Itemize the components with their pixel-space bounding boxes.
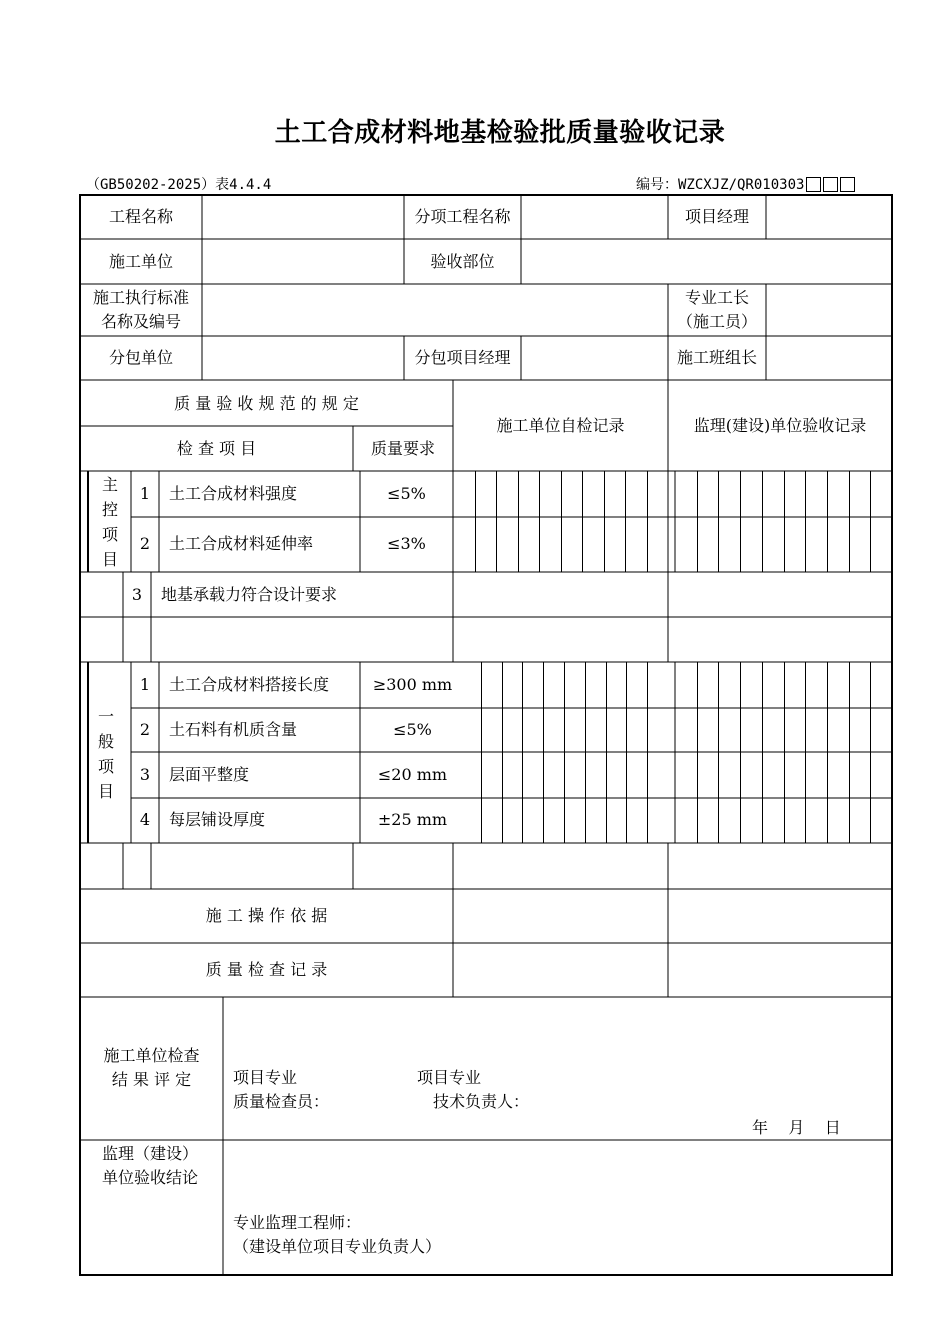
operation-basis-supervision-field[interactable]: [670, 891, 890, 941]
supervision-conclusion-field[interactable]: [225, 1142, 890, 1202]
self-check-field[interactable]: [455, 574, 666, 615]
item-name: 土工合成材料搭接长度: [169, 675, 330, 694]
quality-record-label: 质 量 检 查 记 录: [205, 960, 328, 979]
item-number: 1: [139, 675, 151, 694]
item-name: 地基承载力符合设计要求: [161, 585, 338, 604]
item-requirement: ≤5%: [393, 720, 432, 739]
acceptance-part-label: 验收部位: [430, 252, 495, 271]
general-char: 一: [97, 707, 114, 726]
supervision-header: 监理(建设)单位验收记录: [693, 416, 867, 435]
standard-label-line2: 名称及编号: [100, 312, 181, 331]
operation-basis-self-field[interactable]: [455, 891, 666, 941]
supervision-conclusion-line1: 监理（建设）: [102, 1144, 199, 1163]
subcontract-manager-field[interactable]: [523, 338, 666, 378]
standard-field[interactable]: [204, 286, 666, 334]
code-value: WZCXJZ/QR010303: [678, 177, 805, 193]
general-label: [92, 704, 120, 804]
tech-lead-line2: 技术负责人：: [433, 1092, 530, 1111]
item-number: 4: [139, 810, 151, 829]
general-char: 目: [97, 782, 114, 801]
standard-label-line1: 施工执行标准: [92, 288, 189, 307]
item-number: 3: [139, 765, 151, 784]
item-requirement: ±25 mm: [377, 810, 448, 829]
foreman-label-line2: （施工员）: [676, 312, 757, 331]
page-title: 土工合成材料地基检验批质量验收记录: [274, 118, 726, 148]
supervision-conclusion-label: [102, 1142, 223, 1190]
quality-record-supervision-field[interactable]: [670, 945, 890, 995]
construction-unit-field[interactable]: [204, 241, 402, 282]
main-control-char: 控: [101, 500, 118, 519]
construction-unit-label: 施工单位: [108, 252, 173, 271]
self-eval-line1: 施工单位检查: [103, 1046, 200, 1065]
self-eval-label: [80, 1044, 223, 1092]
self-eval-date: 年 月 日: [752, 1118, 841, 1137]
foreman-label-line1: 专业工长: [684, 288, 749, 307]
main-control-char: 项: [101, 525, 118, 544]
acceptance-part-field[interactable]: [523, 241, 890, 282]
item-name: 每层铺设厚度: [169, 810, 266, 829]
tech-lead-label: [417, 1066, 597, 1114]
quality-inspector-line1: 项目专业: [233, 1068, 298, 1087]
item-name: 土石料有机质含量: [169, 720, 298, 739]
check-item-header: 检 查 项 目: [176, 439, 257, 458]
standard-label: [80, 286, 202, 334]
project-manager-field[interactable]: [768, 198, 890, 237]
item-requirement: ≤3%: [387, 534, 426, 553]
subcontractor-label: 分包单位: [108, 348, 173, 367]
operation-basis-label: 施 工 操 作 依 据: [205, 906, 328, 925]
self-eval-line2: 结 果 评 定: [111, 1070, 192, 1089]
item-name: 土工合成材料强度: [169, 484, 298, 503]
supervising-engineer-label: [233, 1211, 533, 1259]
supervision-conclusion-line2: 单位验收结论: [102, 1168, 199, 1187]
quality-inspector-label: [233, 1066, 393, 1114]
self-eval-field[interactable]: [225, 999, 890, 1059]
item-requirement: ≥300 mm: [372, 675, 453, 694]
subcontract-manager-label: 分包项目经理: [414, 348, 511, 367]
project-name-field[interactable]: [204, 198, 402, 237]
tech-lead-line1: 项目专业: [417, 1068, 482, 1087]
supervision-field[interactable]: [670, 574, 890, 615]
supervising-engineer-line2: （建设单位项目专业负责人）: [233, 1237, 442, 1256]
team-leader-label: 施工班组长: [676, 348, 757, 367]
item-number: 1: [139, 484, 151, 503]
item-number: 3: [131, 585, 143, 604]
project-name-label: 工程名称: [108, 207, 173, 226]
foreman-label: [668, 286, 766, 334]
main-control-char: 主: [101, 475, 118, 494]
project-manager-label: 项目经理: [684, 207, 749, 226]
item-number: 2: [139, 534, 151, 553]
subitem-name-field[interactable]: [523, 198, 666, 237]
item-requirement: ≤5%: [387, 484, 426, 503]
self-check-header: 施工单位自检记录: [496, 416, 625, 435]
team-leader-field[interactable]: [768, 338, 890, 378]
spec-header: 质 量 验 收 规 范 的 规 定: [174, 394, 359, 413]
main-control-char: 目: [101, 550, 118, 569]
item-requirement: ≤20 mm: [377, 765, 448, 784]
subcontractor-field[interactable]: [204, 338, 402, 378]
item-name: 层面平整度: [169, 765, 250, 784]
code-label: 编号：: [636, 177, 678, 193]
item-number: 2: [139, 720, 151, 739]
quality-record-self-field[interactable]: [455, 945, 666, 995]
subitem-name-label: 分项工程名称: [414, 207, 511, 226]
item-name: 土工合成材料延伸率: [169, 534, 314, 553]
main-control-label: [92, 472, 128, 572]
general-char: 项: [97, 757, 114, 776]
standard-reference: （GB50202-2025）表4.4.4: [86, 177, 272, 193]
supervising-engineer-line1: 专业监理工程师：: [233, 1213, 362, 1232]
quality-inspector-line2: 质量检查员：: [233, 1092, 330, 1111]
quality-req-header: 质量要求: [370, 439, 435, 458]
foreman-field[interactable]: [768, 286, 890, 334]
general-char: 般: [97, 732, 114, 751]
